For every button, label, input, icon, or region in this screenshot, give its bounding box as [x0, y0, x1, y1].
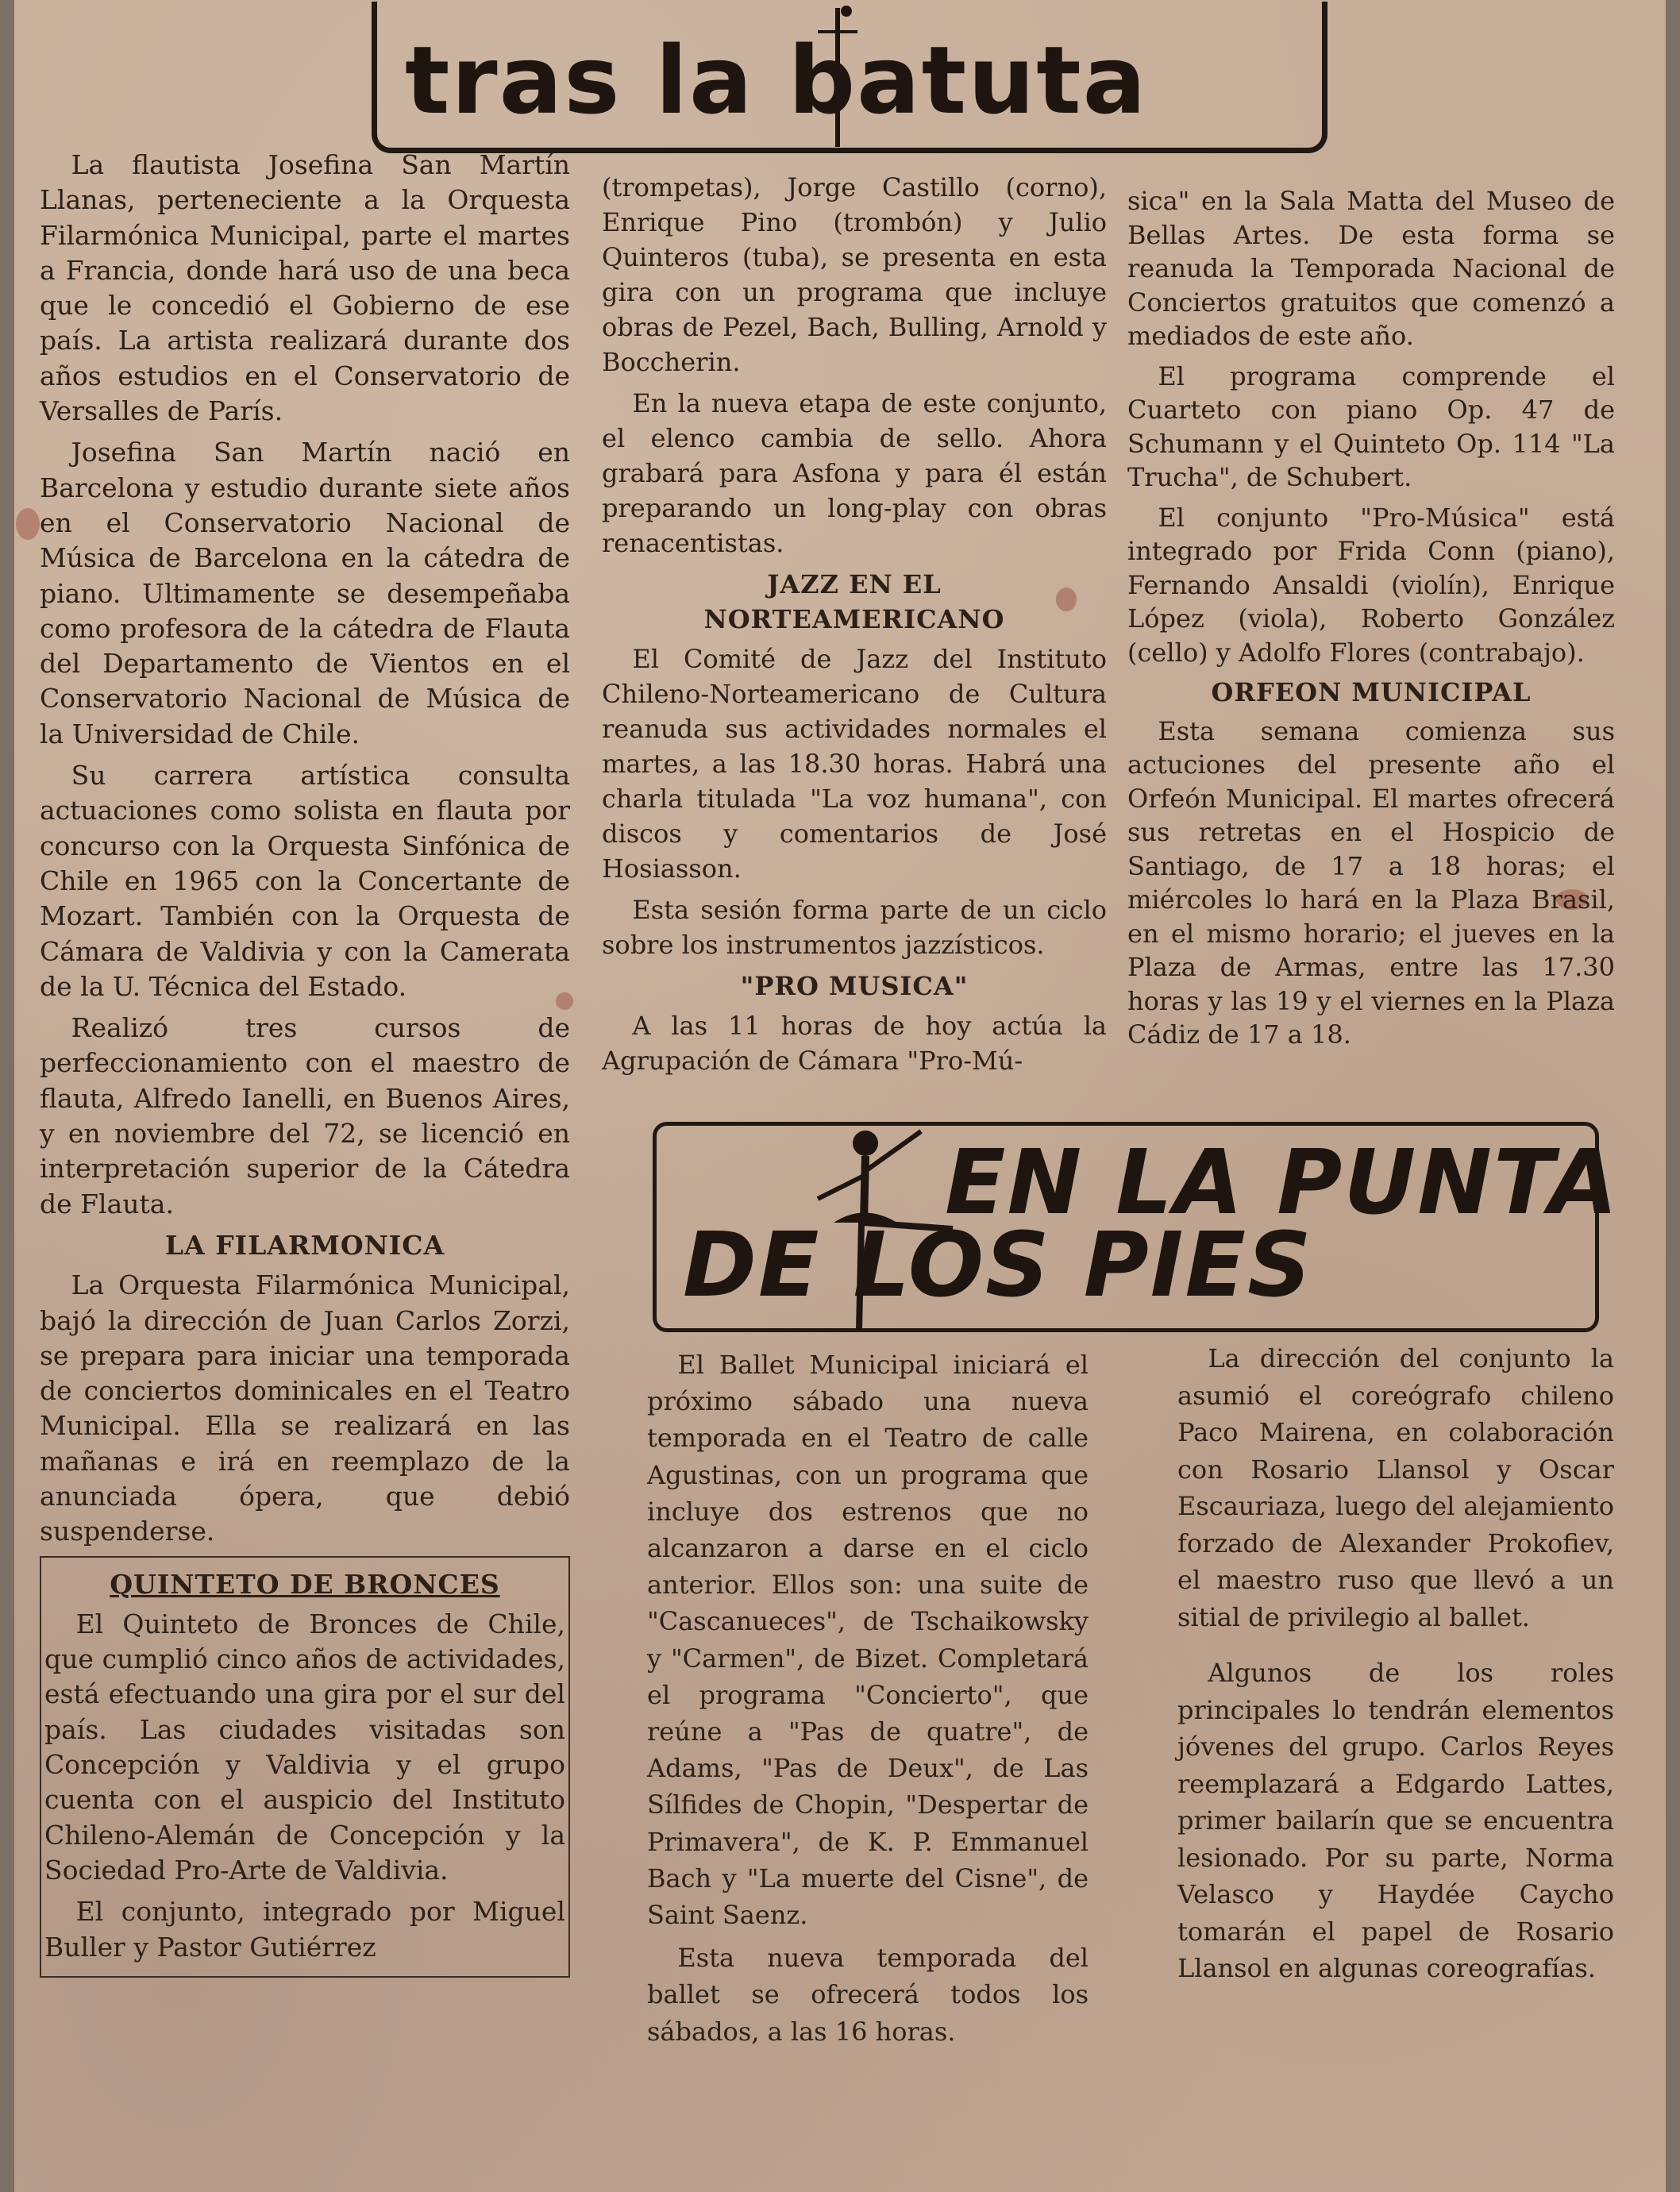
article-paragraph: El Quinteto de Bronces de Chile, que cumplió cinco años de actividades, está efectuando una gira por el sur del país. Las ciudades visitadas son Concepción y Valdivia y el grupo cuenta con el auspicio del Instituto Chileno-Alemán de Concepción y la Sociedad Pro-Arte de Valdivia.	[44, 1608, 565, 1886]
section-heading: NORTEAMERICANO	[703, 604, 1005, 634]
section-heading: "PRO MUSICA"	[740, 971, 969, 1001]
article-paragraph: El Ballet Municipal iniciará el próximo sábado una nueva temporada en el Teatro de calle Agustinas, con un programa que incluye dos estrenos que no alcanzaron a darse en el ciclo anterior. Ellos son: una suite de "Cascanueces", de Tschaikowsky y "Carmen", de Bizet. Completará el programa "Concierto", que reúne a "Pas de quatre", de Adams, "Pas de Deux", de Las Sílfides de Chopin, "Despertar de Primavera", de K. P. Emmanuel Bach y "La muerte del Cisne", de Saint Saenz.	[647, 1350, 1089, 1931]
right-column	[1127, 184, 1615, 1058]
article-paragraph: La dirección del conjunto la asumió el coreógrafo chileno Paco Mairena, en colaboración con Rosario Llansol y Oscar Escauriaza, luego del alejamiento forzado de Alexander Prokofiev, el maestro ruso que llevó a un sitial de privilegio al ballet.	[1177, 1343, 1614, 1632]
article-paragraph: La flautista Josefina San Martín Llanas, perteneciente a la Orquesta Filarmónica Municipal, parte el martes a Francia, donde hará uso de una beca que le concedió el Gobierno de ese país. La artista realizará durante dos años estudios en el Conservatorio de Versalles de París.	[40, 149, 570, 427]
section-heading: QUINTETO DE BRONCES	[110, 1568, 500, 1600]
article-paragraph: El conjunto "Pro-Música" está integrado por Frida Conn (piano), Fernando Ansaldi (violín), Enrique López (viola), Roberto González (cello) y Adolfo Flores (contrabajo).	[1127, 502, 1615, 668]
ballet-column-2	[1177, 1340, 1614, 1994]
article-paragraph: El conjunto, integrado por Miguel Buller y Pastor Gutiérrez	[44, 1896, 565, 1963]
article-paragraph: Su carrera artística consulta actuaciones como solista en flauta por concurso con la Orquesta Sinfónica de Chile en 1965 con la Concertante de Mozart. También con la Orquesta de Cámara de Valdivia y con la Camerata de la U. Técnica del Estado.	[40, 760, 570, 1002]
section-heading: JAZZ EN EL	[767, 569, 942, 599]
article-paragraph: A las 11 horas de hoy actúa la Agrupación de Cámara "Pro-Mú-	[602, 1011, 1107, 1076]
red-stain	[16, 508, 40, 540]
article-paragraph: Algunos de los roles principales lo tendrán elementos jóvenes del grupo. Carlos Reyes reemplazará a Edgardo Lattes, primer bailarín que se encuentra lesionado. Por su parte, Norma Velasco y Haydée Caycho tomarán el papel de Rosario Llansol en algunas coreografías.	[1177, 1658, 1614, 1983]
ballet-column-1	[647, 1346, 1089, 2056]
article-paragraph: La Orquesta Filarmónica Municipal, bajó la dirección de Juan Carlos Zorzi, se prepara para iniciar una temporada de conciertos dominicales en el Teatro Municipal. Ella se realizará en las mañanas e irá en reemplazo de la anunciada ópera, que debió suspenderse.	[40, 1269, 570, 1547]
page-title: tras la batuta	[405, 25, 1148, 135]
ballet-title-line-1: EN LA PUNTA	[945, 1131, 1620, 1235]
left-column	[40, 148, 570, 1978]
ballet-title-line-2: DE LOS PIES	[683, 1214, 1313, 1317]
article-paragraph: El Comité de Jazz del Instituto Chileno-Norteamericano de Cultura reanuda sus actividades normales el martes, a las 18.30 horas. Habrá una charla titulada "La voz humana", con discos y comentarios de José Hosiasson.	[602, 644, 1107, 884]
ballet-headline	[683, 1131, 1620, 1318]
article-paragraph: En la nueva etapa de este conjunto, el elenco cambia de sello. Ahora grabará para Asfona y para él están preparando un long-play con obras renacentistas.	[602, 388, 1107, 558]
article-paragraph: El programa comprende el Cuarteto con piano Op. 47 de Schumann y el Quinteto Op. 114 "La Trucha", de Schubert.	[1127, 360, 1615, 492]
article-paragraph: Esta nueva temporada del ballet se ofrecerá todos los sábados, a las 16 horas.	[647, 1943, 1089, 2047]
section-heading: ORFEON MUNICIPAL	[1211, 677, 1532, 707]
article-paragraph: Esta semana comienza sus actuciones del presente año el Orfeón Municipal. El martes ofrecerá sus retretas en el Hospicio de Santiago, de 17 a 18 horas; el miércoles lo hará en la Plaza Brasil, en el mismo horario; el jueves en la Plaza de Armas, entre las 17.30 horas y las 19 y el viernes en la Plaza Cádiz de 17 a 18.	[1127, 715, 1615, 1050]
article-paragraph: (trompetas), Jorge Castillo (corno), Enrique Pino (trombón) y Julio Quinteros (tuba), se presenta en esta gira con un programa que incluye obras de Pezel, Bach, Bulling, Arnold y Boccherin.	[602, 172, 1107, 377]
article-paragraph: sica" en la Sala Matta del Museo de Bellas Artes. De esta forma se reanuda la Temporada Nacional de Conciertos gratuitos que comenzó a mediados de este año.	[1127, 186, 1615, 351]
middle-column	[602, 170, 1107, 1084]
article-paragraph: Josefina San Martín nació en Barcelona y estudio durante siete años en el Conservatorio Nacional de Música de Barcelona en la cátedra de piano. Ultimamente se desempeñaba como profesora de la cátedra de Flauta del Departamento de Vientos en el Conservatorio Nacional de Música de la Universidad de Chile.	[40, 437, 570, 749]
article-paragraph: Realizó tres cursos de perfeccionamiento con el maestro de flauta, Alfredo Ianelli, en Buenos Aires, y en noviembre del 72, se licenció en interpretación superior de la Cátedra de Flauta.	[40, 1012, 570, 1219]
article-paragraph: Esta sesión forma parte de un ciclo sobre los instrumentos jazzísticos.	[602, 895, 1107, 960]
conductor-baton-icon	[802, 0, 873, 151]
section-heading: LA FILARMONICA	[164, 1229, 445, 1261]
quinteto-box	[40, 1556, 570, 1978]
